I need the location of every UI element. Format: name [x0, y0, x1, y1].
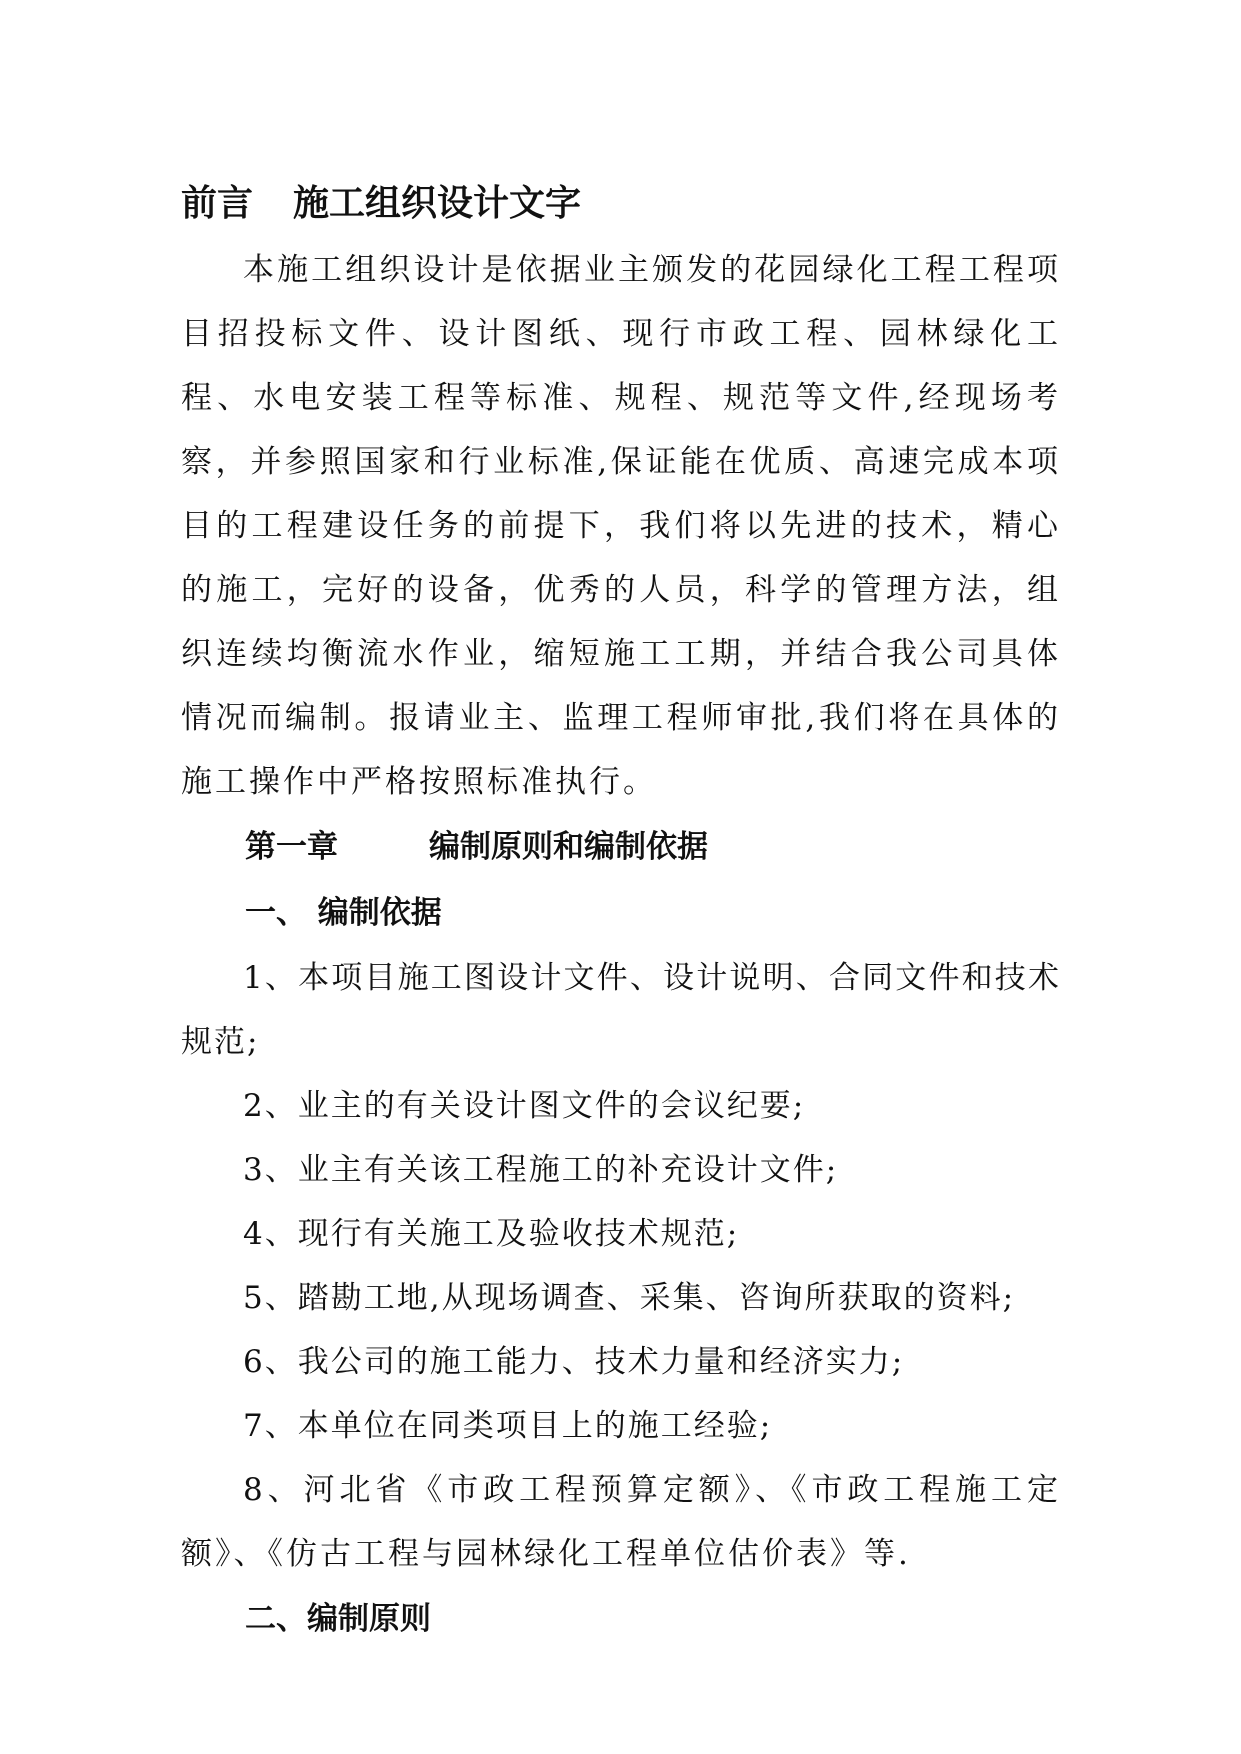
- preface-title: 施工组织设计文字: [293, 182, 582, 224]
- section-heading-principles: 二、编制原则: [245, 1601, 431, 1637]
- list-item: 2、业主的有关设计图文件的会议纪要;: [243, 1088, 806, 1124]
- chapter-number: 第一章: [245, 829, 338, 865]
- list-item: 3、业主有关该工程施工的补充设计文件;: [243, 1152, 839, 1188]
- document-content: [181, 168, 1061, 1652]
- chapter-title: 编制原则和编制依据: [429, 829, 708, 865]
- preface-heading: [181, 168, 1061, 238]
- chapter-heading: [181, 814, 1061, 880]
- list-item: 5、踏勘工地,从现场调查、采集、咨询所获取的资料;: [243, 1280, 1016, 1316]
- list-item: 7、本单位在同类项目上的施工经验;: [243, 1408, 773, 1444]
- section-heading-basis: 一、 编制依据: [245, 895, 442, 931]
- list-item: 1、本项目施工图设计文件、设计说明、合同文件和技术规范;: [181, 960, 1061, 1060]
- list-item: 6、我公司的施工能力、技术力量和经济实力;: [243, 1344, 905, 1380]
- list-item: 8、河北省《市政工程预算定额》、《市政工程施工定额》、《仿古工程与园林绿化工程单位估价表》等.: [181, 1472, 1061, 1572]
- preface-label: 前言: [181, 182, 254, 224]
- list-item: 4、现行有关施工及验收技术规范;: [243, 1216, 740, 1252]
- preface-paragraph: 本施工组织设计是依据业主颁发的花园绿化工程工程项目招投标文件、设计图纸、现行市政工程、园林绿化工程、水电安装工程等标准、规程、规范等文件,经现场考察，并参照国家和行业标准,保证能在优质、高速完成本项目的工程建设任务的前提下，我们将以先进的技术，精心的施工，完好的设备，优秀的人员，科学的管理方法，组织连续均衡流水作业，缩短施工工期，并结合我公司具体情况而编制。报请业主、监理工程师审批,我们将在具体的施工操作中严格按照标准执行。: [181, 252, 1061, 800]
